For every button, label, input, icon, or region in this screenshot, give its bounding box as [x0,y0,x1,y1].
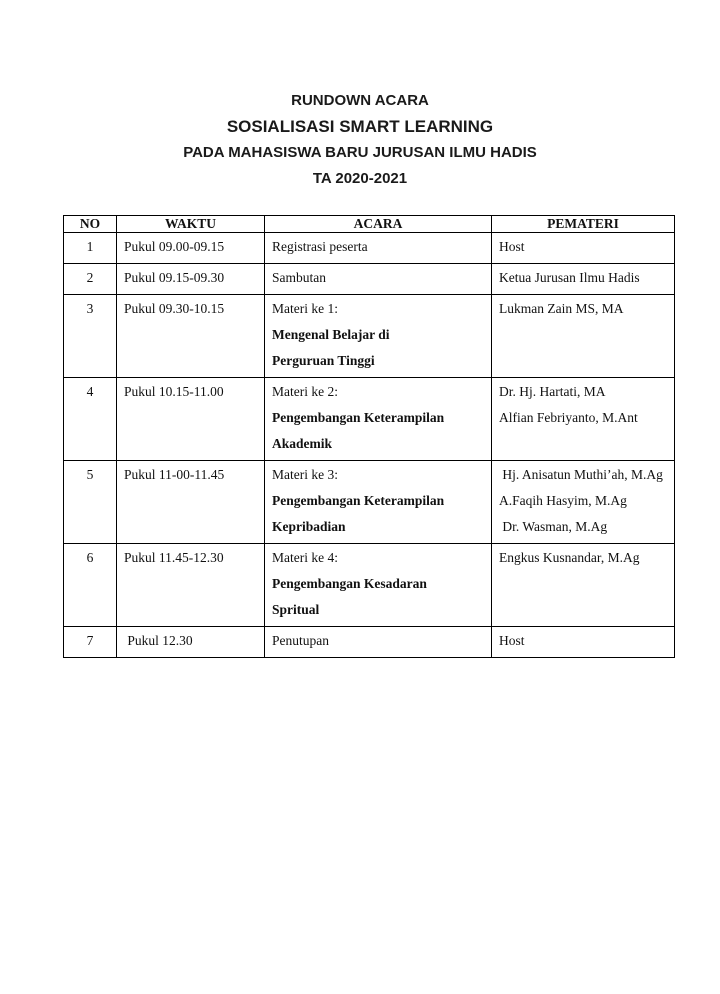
cell-waktu: Pukul 11-00-11.45 [117,461,265,544]
table-row [64,544,675,627]
title-academic-year: TA 2020-2021 [312,170,408,187]
pemateri-name: Lukman Zain MS, MA [499,301,624,316]
table-header-row [64,216,675,233]
acara-topic-text: Kepribadian [272,519,346,534]
pemateri-name: Dr. Hj. Hartati, MA [499,384,606,399]
cell-acara [265,233,492,264]
table-body [64,233,675,658]
cell-acara [265,627,492,658]
cell-acara [265,264,492,295]
document-header [0,88,720,192]
cell-pemateri [492,295,675,378]
table-row [64,627,675,658]
cell-pemateri [492,627,675,658]
acara-topic-text: Pengembangan Kesadaran [272,576,427,591]
cell-no: 2 [64,264,117,295]
cell-no: 1 [64,233,117,264]
title-rundown: RUNDOWN ACARA [291,92,429,109]
pemateri-name: A.Faqih Hasyim, M.Ag [499,493,627,508]
acara-text: Materi ke 1: [272,301,338,316]
cell-pemateri [492,378,675,461]
cell-waktu: Pukul 11.45-12.30 [117,544,265,627]
pemateri-name: Hj. Anisatun Muthi’ah, M.Ag [499,467,663,482]
cell-acara [265,295,492,378]
pemateri-name: Host [499,633,525,648]
cell-acara [265,378,492,461]
cell-waktu: Pukul 09.30-10.15 [117,295,265,378]
rundown-table [63,215,675,658]
acara-text: Materi ke 2: [272,384,338,399]
cell-no: 4 [64,378,117,461]
acara-topic-text: Spritual [272,602,320,617]
cell-pemateri [492,264,675,295]
cell-pemateri [492,233,675,264]
acara-topic-text: Pengembangan Keterampilan [272,410,445,425]
table-row [64,264,675,295]
cell-no: 3 [64,295,117,378]
acara-topic-text: Akademik [272,436,333,451]
title-event: SOSIALISASI SMART LEARNING [226,117,494,136]
cell-pemateri [492,461,675,544]
pemateri-name: Host [499,239,525,254]
column-header-no: NO [64,216,117,233]
cell-no: 5 [64,461,117,544]
acara-text: Registrasi peserta [272,239,368,254]
acara-topic-text: Pengembangan Keterampilan [272,493,445,508]
cell-waktu: Pukul 10.15-11.00 [117,378,265,461]
acara-topic-text: Mengenal Belajar di [272,327,390,342]
acara-text: Materi ke 4: [272,550,338,565]
cell-no: 7 [64,627,117,658]
cell-pemateri [492,544,675,627]
column-header-waktu: WAKTU [117,216,265,233]
column-header-pemateri: PEMATERI [492,216,675,233]
cell-acara [265,544,492,627]
cell-waktu: Pukul 09.15-09.30 [117,264,265,295]
table-row [64,378,675,461]
acara-text: Penutupan [272,633,329,648]
table-row [64,233,675,264]
acara-text: Materi ke 3: [272,467,338,482]
cell-waktu: Pukul 09.00-09.15 [117,233,265,264]
pemateri-name: Ketua Jurusan Ilmu Hadis [499,270,640,285]
pemateri-name: Alfian Febriyanto, M.Ant [499,410,638,425]
cell-waktu: Pukul 12.30 [117,627,265,658]
column-header-acara: ACARA [265,216,492,233]
title-audience: PADA MAHASISWA BARU JURUSAN ILMU HADIS [183,144,537,161]
acara-text: Sambutan [272,270,326,285]
pemateri-name: Dr. Wasman, M.Ag [499,519,608,534]
table-row [64,461,675,544]
pemateri-name: Engkus Kusnandar, M.Ag [499,550,640,565]
cell-no: 6 [64,544,117,627]
table-row [64,295,675,378]
cell-acara [265,461,492,544]
acara-topic-text: Perguruan Tinggi [272,353,375,368]
